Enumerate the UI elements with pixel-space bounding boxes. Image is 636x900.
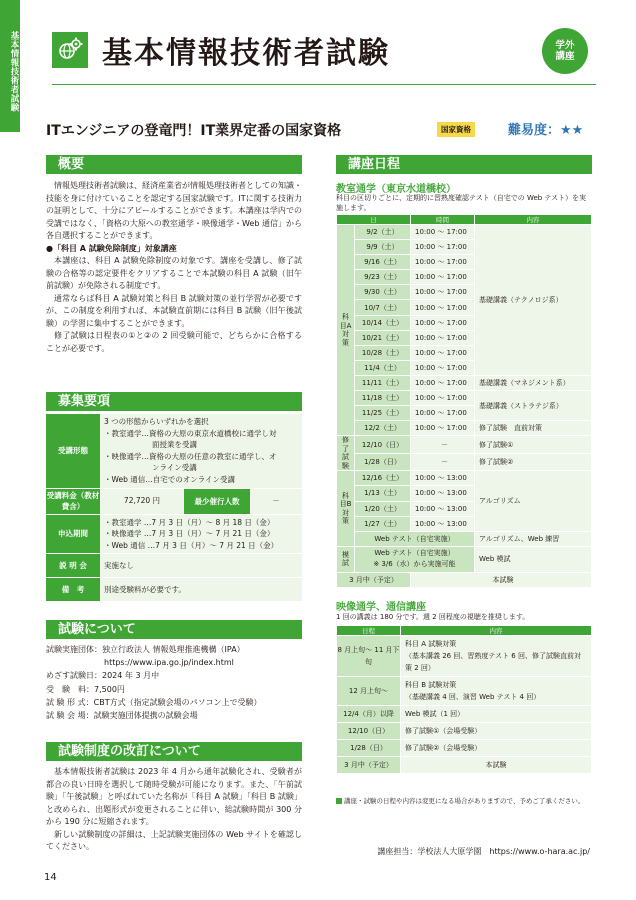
- about-value: 2024 年 3 月中: [102, 671, 160, 681]
- time-cell: 10:00 ～ 17:00: [411, 330, 475, 345]
- about-label: 試 験 会 場：: [46, 711, 94, 721]
- overview-body: [46, 180, 302, 355]
- date-cell: 1/27（土）: [355, 516, 411, 531]
- about-row: [46, 709, 302, 722]
- req-row-session: [46, 554, 302, 578]
- requirements-heading: 募集要項: [46, 392, 302, 411]
- about-value: CBT方式（指定試験会場のパソコン上で受験）: [93, 697, 262, 707]
- content-cell: 修了試験 直前対策: [475, 421, 592, 436]
- content-cell: アルゴリズム: [475, 471, 592, 531]
- req-line: ・教室通学 …7 月 3 日（月）～ 8 月 18 日（金）: [104, 517, 275, 527]
- req-label: 説 明 会: [46, 554, 100, 578]
- req-value: [100, 414, 302, 488]
- table-row: [337, 391, 592, 406]
- date-cell: 10/14（土）: [355, 315, 411, 330]
- table-row: [337, 740, 592, 757]
- date-cell: 11/18（土）: [355, 391, 411, 406]
- square-bullet-icon: [336, 798, 342, 804]
- about-label: 受 験 料：: [46, 684, 94, 694]
- req-value: [100, 514, 302, 554]
- group-label: 科目A対策: [337, 225, 355, 436]
- time-cell: 10:00 ～ 13:00: [411, 486, 475, 501]
- about-url[interactable]: https://www.ipa.go.jp/index.html: [104, 658, 234, 668]
- about-label: 試 験 形 式：: [46, 697, 94, 707]
- date-cell: 12/16（土）: [355, 471, 411, 486]
- difficulty-rating: 難易度：★★: [508, 123, 584, 138]
- revision-p2: 新しい試験制度の詳細は、上記試験実施団体の Web サイトを確認してください。: [46, 829, 302, 851]
- date-cell: 1/28（日）: [337, 740, 401, 757]
- req-row-note: [46, 578, 302, 602]
- page-title: 基本情報技術者試験: [102, 36, 390, 71]
- national-qualification-tag: 国家資格: [437, 122, 475, 137]
- table-row: [337, 572, 592, 587]
- date-cell: 12 月上旬～: [337, 677, 401, 706]
- content-cell: Web 模試: [475, 546, 592, 572]
- table-row: [337, 375, 592, 390]
- about-row: [46, 643, 302, 656]
- req-line: ・映像通学 …7 月 3 日（月）～ 7 月 21 日（金）: [104, 529, 275, 538]
- req-row-fee: [46, 488, 302, 514]
- req-label: 備 考: [46, 578, 100, 602]
- time-cell: 10:00 ～ 17:00: [411, 270, 475, 285]
- col-header: 時間: [411, 215, 475, 225]
- req-value: 72,720 円: [100, 488, 184, 514]
- date-cell: 10/7（土）: [355, 300, 411, 315]
- req-label: 申込期間: [46, 514, 100, 554]
- date-cell: 11/25（土）: [355, 406, 411, 421]
- date-cell: 9/2（土）: [355, 225, 411, 240]
- date-cell: 9/16（土）: [355, 255, 411, 270]
- date-cell: 12/10（日）: [337, 723, 401, 740]
- online-title: 映像通学、通信講座: [336, 602, 426, 613]
- group-label: 修了試験: [337, 436, 355, 471]
- time-cell: 10:00 ～ 17:00: [411, 375, 475, 390]
- req-row-format: [46, 414, 302, 488]
- content-cell: 修了試験①（会場受験）: [401, 723, 592, 740]
- content-cell: 修了試験②: [475, 453, 592, 471]
- req-label: 最少催行人数: [184, 488, 250, 514]
- date-cell: 1/13（土）: [355, 486, 411, 501]
- date-cell: 9/23（土）: [355, 270, 411, 285]
- table-row: [337, 453, 592, 471]
- table-row: [337, 636, 592, 677]
- schedule-header-row: [337, 215, 592, 225]
- classroom-schedule-table: [336, 214, 592, 588]
- exam-about-list: [46, 643, 302, 722]
- tagline: ITエンジニアの登竜門！IT業界定番の国家資格: [46, 123, 342, 139]
- schedule-heading: 講座日程: [336, 155, 592, 174]
- date-cell: 9/9（土）: [355, 240, 411, 255]
- time-cell: 10:00 ～ 17:00: [411, 421, 475, 436]
- exam-month-cell: 3 月中（予定）: [337, 572, 411, 587]
- web-test-cell: Web テスト（自宅実施）: [355, 531, 475, 546]
- req-line: ・Web 通信 …7 月 3 日（月）～ 7 月 21 日（金）: [104, 540, 279, 550]
- revision-heading: 試験制度の改訂について: [46, 742, 302, 761]
- content-line: 科目 A 試験対策: [405, 640, 457, 648]
- footnote-text: 講座・試験の日程や内容は変更になる場合がありますので、予めご了承ください。: [344, 797, 585, 805]
- table-row: [337, 225, 592, 240]
- time-cell: 10:00 ～ 17:00: [411, 345, 475, 360]
- table-row: [337, 531, 592, 546]
- date-cell: 11/4（土）: [355, 360, 411, 375]
- overview-p3: 通常ならば科目 A 試験対策と科目 B 試験対策の並行学習が必要ですが、この制度を利用すれば、本試験直前期には科目 B 試験（旧午後試験）の学習に集中することができます。: [46, 293, 302, 328]
- overview-p2: 本講座は、科目 A 試験免除制度の対象です。講座を受講し、修了試験の合格等の認定要件をクリアすることで本試験の科目 A 試験（旧午前試験）が免除される制度です。: [46, 256, 302, 290]
- time-cell: 10:00 ～ 17:00: [411, 391, 475, 406]
- req-value: 別途受験料が必要です。: [100, 578, 302, 602]
- online-schedule-table: [336, 625, 592, 774]
- req-line: ・Web 通信…自宅でのオンライン受講: [104, 474, 236, 484]
- external-course-badge: [542, 28, 588, 74]
- overview-bullet: ●「科目 A 試験免除制度」対象講座: [46, 243, 177, 253]
- content-cell: [401, 636, 592, 677]
- req-label: 受講形態: [46, 414, 100, 488]
- classroom-note: 科目の区切りごとに、定期的に習熟度確認テスト（自宅での Web テスト）を実施します。: [336, 194, 587, 212]
- content-cell: アルゴリズム、Web 練習: [475, 531, 592, 546]
- page-number: 14: [44, 872, 57, 883]
- content-line: （基礎講義 4 回、演習 Web テスト 4 回）: [405, 693, 541, 701]
- time-cell: －: [411, 453, 475, 471]
- col-header: 内容: [475, 215, 592, 225]
- content-line: 策 2 回）: [405, 664, 435, 672]
- req-line: ンライン受講: [152, 463, 197, 473]
- req-value: 実施なし: [100, 554, 302, 578]
- overview-heading: 概要: [46, 155, 302, 174]
- req-line: ・映像通学…資格の大原の任意の教室に通学し、オ: [104, 451, 277, 461]
- online-note: 1 回の講義は 180 分です。週 2 回程度の視聴を推奨します。: [336, 613, 530, 621]
- req-line: 3 つの形態からいずれかを選択: [104, 417, 209, 427]
- content-line: （基本講義 26 回、習熟度テスト 6 回、修了試験直前対: [405, 652, 581, 660]
- revision-p1: 基本情報技術者試験は 2023 年 4 月から通年試験化され、受験者が都合の良い日時を選択して随時受験が可能になります。また、「午前試験」「午後試験」と呼ばれていた名称が「科目 A 試験」「科目 B 試験」と改められ、出題形式が変更されることに伴い、総試験時間が 300 分から 190 分に短縮されます。: [46, 767, 302, 826]
- overview-p4: 修了試験は日程表の①と②の 2 回受験可能で、どちらかに合格することが必要です。: [46, 331, 302, 353]
- content-cell: 基礎講義（テクノロジ系）: [475, 225, 592, 376]
- group-label: 科目B対策: [337, 471, 355, 546]
- about-value: 試験実施団体提携の試験会場: [93, 711, 198, 721]
- time-cell: 10:00 ～ 17:00: [411, 315, 475, 330]
- about-label: 試験実施団体：: [46, 645, 102, 654]
- content-cell: 本試験: [401, 757, 592, 774]
- time-cell: 10:00 ～ 17:00: [411, 285, 475, 300]
- req-value: －: [250, 488, 302, 514]
- date-cell: 12/4（月）以降: [337, 706, 401, 723]
- classroom-title: 教室通学（東京水道橋校）: [336, 184, 456, 195]
- time-cell: 10:00 ～ 13:00: [411, 471, 475, 486]
- time-cell: 10:00 ～ 13:00: [411, 516, 475, 531]
- title-divider: [52, 84, 596, 85]
- online-header-row: [337, 626, 592, 636]
- footnote: [336, 796, 584, 805]
- date-cell: 12/10（日）: [355, 436, 411, 454]
- table-row: [337, 706, 592, 723]
- table-row: [337, 436, 592, 454]
- table-row: [337, 723, 592, 740]
- overview-p1: 情報処理技術者試験は、経済産業省が情報処理技術者としての知識・技能を身に付けていることを認定する国家試験です。ITに関する技術力の証明として、十分にアピールすることができます。本講座は学内での受講ではなく、「資格の大原への教室通学・映像通学・Web 通信」から各自選択することができます。: [46, 181, 302, 240]
- time-cell: 10:00 ～ 17:00: [411, 255, 475, 270]
- req-row-period: [46, 514, 302, 554]
- table-row: [337, 421, 592, 436]
- revision-body: [46, 766, 302, 854]
- about-label: めざす試験日：: [46, 671, 102, 681]
- side-tab: 基本情報技術者試験: [0, 0, 20, 132]
- time-cell: 10:00 ～ 17:00: [411, 360, 475, 375]
- content-cell: [401, 677, 592, 706]
- about-row: [46, 696, 302, 709]
- time-cell: 10:00 ～ 17:00: [411, 240, 475, 255]
- table-row: [337, 757, 592, 774]
- time-cell: 10:00 ～ 13:00: [411, 501, 475, 516]
- about-row: [46, 683, 302, 696]
- badge-text: 学外講座: [555, 39, 575, 62]
- mock-cell: [355, 546, 475, 572]
- mock-line: ※ 3/6（水）から実施可能: [373, 560, 456, 569]
- col-header: 内容: [401, 626, 592, 636]
- date-cell: 10/21（土）: [355, 330, 411, 345]
- content-cell: 基礎講義（マネジメント系）: [475, 375, 592, 390]
- date-cell: 10/28（土）: [355, 345, 411, 360]
- content-cell: 修了試験①: [475, 436, 592, 454]
- time-cell: 10:00 ～ 17:00: [411, 300, 475, 315]
- group-label: 模試: [337, 546, 355, 572]
- about-value: 7,500円: [94, 684, 125, 694]
- table-row: [337, 677, 592, 706]
- time-cell: －: [411, 436, 475, 454]
- content-line: 科目 B 試験対策: [405, 681, 457, 689]
- date-cell: 12/2（土）: [355, 421, 411, 436]
- req-label: 受講料金（教材費含）: [46, 488, 100, 514]
- course-credit: 講座担当：学校法人大原学園 https://www.o-hara.ac.jp/: [377, 847, 590, 856]
- table-row: [337, 546, 592, 572]
- time-cell: 10:00 ～ 17:00: [411, 225, 475, 240]
- about-value: 独立行政法人 情報処理推進機構（IPA）: [102, 645, 245, 654]
- date-cell: 1/20（土）: [355, 501, 411, 516]
- date-cell: 8 月上旬～ 11 月下旬: [337, 636, 401, 677]
- date-cell: 11/11（土）: [355, 375, 411, 390]
- gear-globe-icon: [52, 32, 88, 68]
- mock-line: Web テスト（自宅実施）: [374, 549, 455, 558]
- requirements-table: [46, 414, 302, 602]
- date-cell: 1/28（日）: [355, 453, 411, 471]
- date-cell: 9/30（土）: [355, 285, 411, 300]
- exam-about-heading: 試験について: [46, 620, 302, 639]
- time-cell: 10:00 ～ 17:00: [411, 406, 475, 421]
- col-header: 日程: [337, 626, 401, 636]
- content-cell: Web 模試（1 回）: [401, 706, 592, 723]
- req-line: ・教室通学…資格の大原の東京水道橋校に通学し対: [104, 428, 277, 438]
- content-cell: 本試験: [411, 572, 592, 587]
- about-row: [46, 669, 302, 682]
- table-row: [337, 471, 592, 486]
- content-cell: 基礎講義（ストラテジ系）: [475, 391, 592, 421]
- col-header: 日: [337, 215, 411, 225]
- req-line: 面授業を受講: [152, 440, 197, 450]
- date-cell: 3 月中（予定）: [337, 757, 401, 774]
- content-cell: 修了試験②（会場受験）: [401, 740, 592, 757]
